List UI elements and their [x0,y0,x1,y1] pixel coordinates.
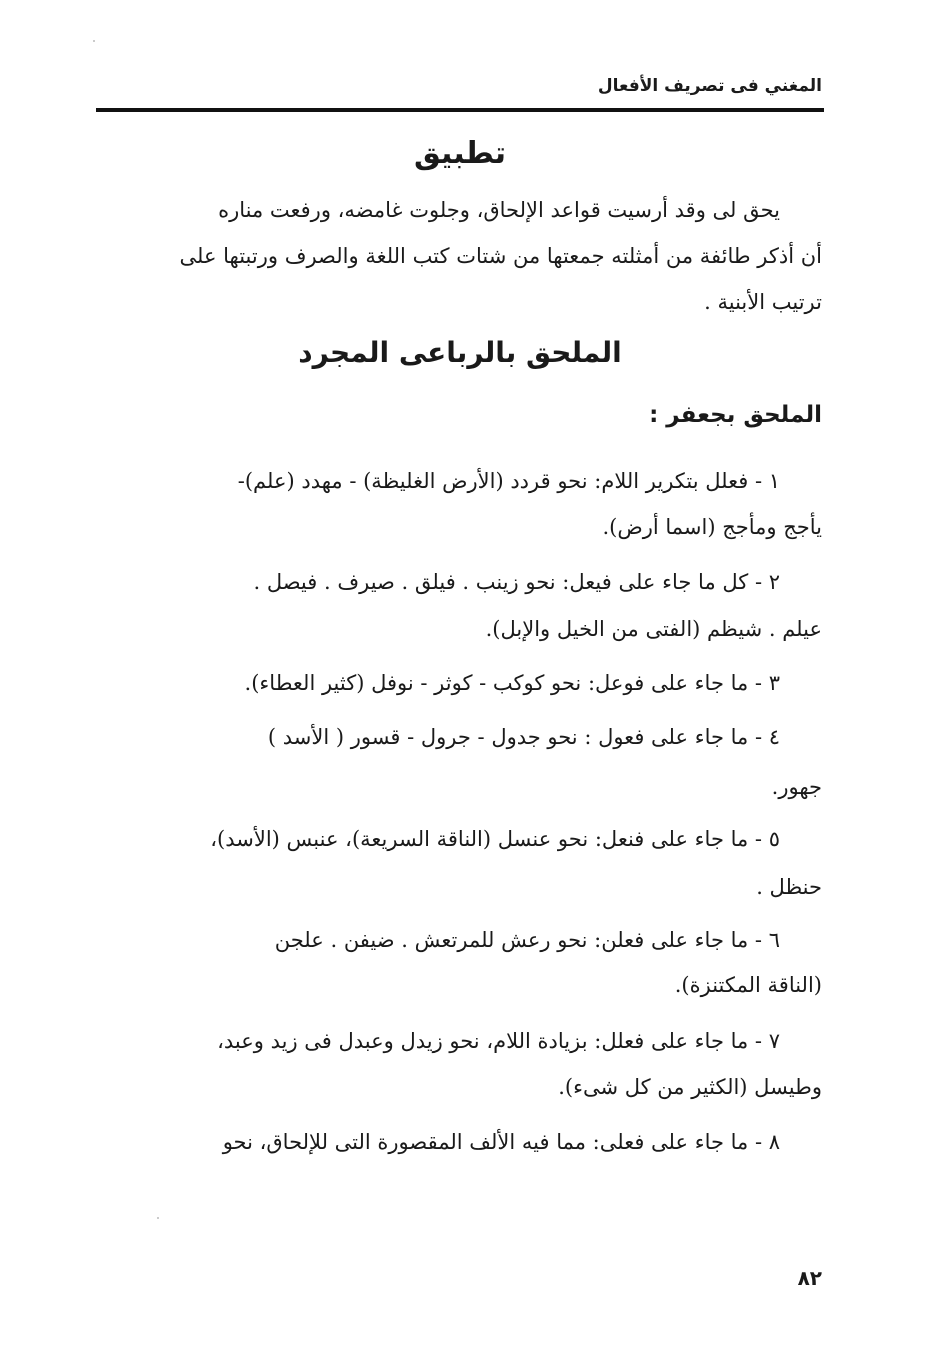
page-number: ٨٢ [797,1266,822,1290]
section-title-application: تطبيق [413,136,507,171]
scan-speck [157,1217,159,1219]
subheading-jaafar: الملحق بجعفر : [649,402,822,428]
item-2-line-1: ٢ - كل ما جاء على فيعل: نحو زينب . فيلق . صيرف . فيصل . [253,570,780,594]
item-8-line-1: ٨ - ما جاء على فعلى: مما فيه الألف المقصورة التى للإلحاق، نحو [222,1130,780,1154]
header-rule [96,108,824,112]
item-6-line-2: (الناقة المكتنزة). [674,973,822,997]
item-6-line-1: ٦ - ما جاء على فعلن: نحو رعش للمرتعش . ضيفن . علجن [274,928,780,952]
item-5-line-1: ٥ - ما جاء على فنعل: نحو عنسل (الناقة السريعة)، عنبس (الأسد)، [210,827,780,851]
item-4-line-2: جهور. [771,775,822,799]
item-5-line-2: حنظل . [756,875,822,899]
item-7-line-1: ٧ - ما جاء على فعلل: بزيادة اللام، نحو زيدل وعبدل فى زيد وعبد، [217,1029,780,1053]
item-3-line-1: ٣ - ما جاء على فوعل: نحو كوكب - كوثر - نوفل (كثير العطاء). [244,671,780,695]
item-1-line-2: يأجج ومأجج (اسما أرض). [602,515,822,539]
running-header: المغني فى تصريف الأفعال [597,76,822,96]
item-4-line-1: ٤ - ما جاء على فعول : نحو جدول - جرول - قسور ( الأسد ) [267,725,780,749]
item-2-line-2: عيلم . شيظم (الفتى من الخيل والإبل). [485,617,822,641]
item-7-line-2: وطيسل (الكثير من كل شىء). [558,1075,822,1099]
intro-line-1: يحق لى وقد أرسيت قواعد الإلحاق، وجلوت غامضه، ورفعت مناره [218,198,780,222]
intro-line-2: أن أذكر طائفة من أمثلته جمعتها من شتات كتب اللغة والصرف ورتبتها على [179,244,822,268]
intro-line-3: ترتيب الأبنية . [704,290,822,314]
section-title-quadrilateral: الملحق بالرباعى المجرد [298,336,622,369]
item-1-line-1: ١ - فعلل بتكرير اللام: نحو قردد (الأرض الغليظة) - مهدد (علم)- [237,469,780,493]
scan-speck [93,40,95,42]
